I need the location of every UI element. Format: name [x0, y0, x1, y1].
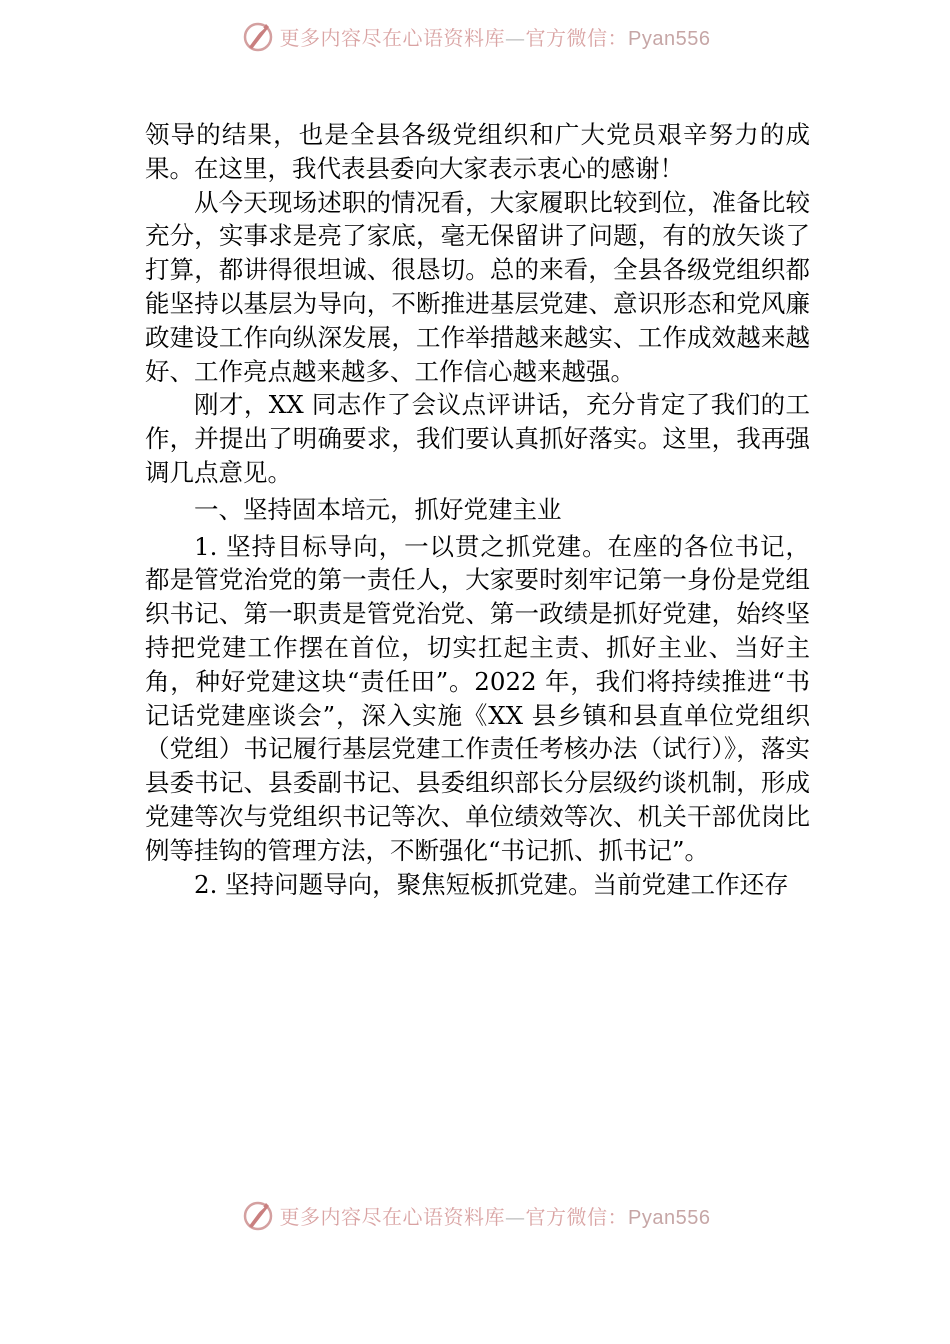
- paragraph-continued: 领导的结果，也是全县各级党组织和广大党员艰辛努力的成果。在这里，我代表县委向大家表示衷心的感谢！: [145, 120, 810, 183]
- watermark-text: 更多内容尽在心语资料库—官方微信：Pyan556: [279, 25, 711, 50]
- header-watermark: [0, 16, 950, 56]
- numbered-item: 2. 坚持问题导向，聚焦短板抓党建。当前党建工作还存: [194, 869, 789, 899]
- document-body: [145, 118, 810, 901]
- numbered-item: 1. 坚持目标导向，一以贯之抓党建。在座的各位书记，都是管党治党的第一责任人，大家要时刻牢记第一身份是党组织书记、第一职责是管党治党、第一政绩是抓好党建，始终坚持把党建工作摆在首位，切实扛起主责、抓好主业、当好主角，种好党建这块“责任田”。2022 年，我们将持续推进“书记话党建座谈会”，深入实施《XX 县乡镇和县直单位党组织（党组）书记履行基层党建工作责任考核办法（试行）》，落实县委书记、县委副书记、县委组织部长分层级约谈机制，形成党建等次与党组织书记等次、单位绩效等次、机关干部优岗比例等挂钩的管理方法，不断强化“书记抓、抓书记”。: [145, 531, 810, 865]
- quill-logo-icon: [240, 18, 276, 54]
- section-heading: 一、坚持固本培元，抓好党建主业: [194, 494, 562, 524]
- footer-watermark: [0, 1195, 950, 1235]
- paragraph: 从今天现场述职的情况看，大家履职比较到位，准备比较充分，实事求是亮了家底，毫无保留讲了问题，有的放矢谈了打算，都讲得很坦诚、很恳切。总的来看，全县各级党组织都能坚持以基层为导向，不断推进基层党建、意识形态和党风廉政建设工作向纵深发展，工作举措越来越实、工作成效越来越好、工作亮点越来越多、工作信心越来越强。: [145, 187, 810, 386]
- quill-logo-icon: [240, 1197, 276, 1233]
- paragraph: 刚才，XX 同志作了会议点评讲话，充分肯定了我们的工作，并提出了明确要求，我们要认真抓好落实。这里，我再强调几点意见。: [145, 390, 810, 487]
- watermark-text: 更多内容尽在心语资料库—官方微信：Pyan556: [279, 1204, 711, 1229]
